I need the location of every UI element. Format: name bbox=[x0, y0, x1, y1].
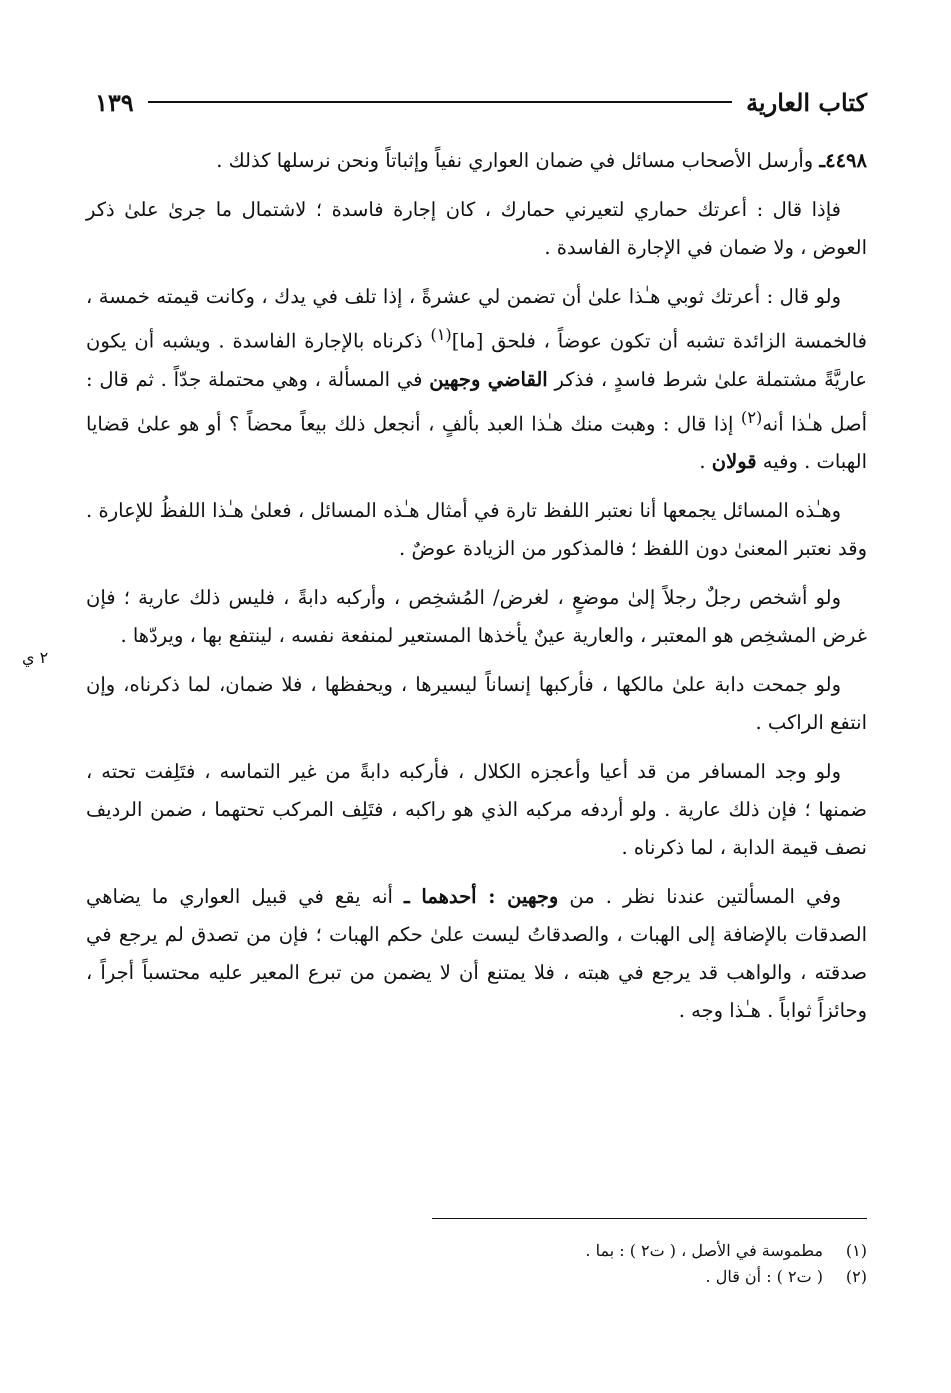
paragraph-8 bbox=[86, 878, 867, 1030]
paragraph-1 bbox=[86, 142, 867, 180]
paragraph-8-part-1: وفي المسألتين عندنا نظر . من bbox=[558, 885, 842, 908]
page-number: ١٣٩ bbox=[95, 87, 134, 117]
paragraph-5: ولو أشخص رجلٌ رجلاً إلىٰ موضعٍ ، لغرض/ المُشخِص ، وأركبه دابةً ، فليس ذلك عارية ؛ فإن غرض المشخِص هو المعتبر ، والعارية عينٌ يأخذها المستعير لمنفعة نفسه ، لينتفع بها ، ويردّها . bbox=[86, 586, 867, 647]
bold-two-opinions: قولان bbox=[711, 450, 757, 473]
running-header bbox=[95, 82, 867, 122]
paragraph-8-part-2: أنه يقع في قبيل العواري ما يضاهي الصدقات بالإضافة إلى الهبات ، والصدقاتُ ليست علىٰ حكم الهبات ؛ فإن من تصدق لم يرجع في صدقته ، والواهب قد يرجع في هبته ، فلا يمتنع أن لا يضمن من تبرع المعير عليه محتسباً أجراً ، وحائزاً ثواباً . هـٰذا وجه . bbox=[86, 885, 867, 1022]
footnote-1-number: (١) bbox=[845, 1241, 867, 1260]
header-rule bbox=[148, 101, 732, 103]
footnote-2 bbox=[200, 1264, 867, 1290]
bold-two-aspects: وجهين : أحدهما ـ bbox=[404, 885, 559, 908]
paragraph-3-part-5: . bbox=[699, 450, 712, 473]
paragraph-3-part-2: ذكرناه بالإجارة الفاسدة . ويشبه أن يكون عاريَّةً مشتملة علىٰ شرط فاسدٍ ، فذكر bbox=[86, 329, 867, 391]
footnotes bbox=[200, 1238, 867, 1290]
paragraph-3-part-1: ولو قال : أعرتك ثوبي هـٰذا علىٰ أن تضمن لي عشرةً ، إذا تلف في يدك ، وكانت قيمته خمسة ، فالخمسة الزائدة تشبه أن تكون عوضاً ، فلحق [ما] bbox=[86, 285, 867, 353]
footnote-1-text: مطموسة في الأصل ، ( ت٢ ) : بما . bbox=[585, 1241, 823, 1260]
footnote-2-number: (٢) bbox=[845, 1267, 867, 1286]
paragraph-2: فإذا قال : أعرتك حماري لتعيرني حمارك ، كان إجارة فاسدة ؛ لاشتمال ما جرىٰ علىٰ ذكر العوض ، ولا ضمان في الإجارة الفاسدة . bbox=[86, 198, 867, 259]
footnote-2-text: ( ت٢ ) : أن قال . bbox=[705, 1267, 823, 1286]
paragraph-6: ولو جمحت دابة علىٰ مالكها ، فأركبها إنساناً ليسيرها ، ويحفظها ، فلا ضمان، لما ذكرناه، وإن انتفع الراكب . bbox=[86, 673, 867, 734]
chapter-title: كتاب العارية bbox=[746, 87, 867, 117]
main-text bbox=[86, 142, 867, 1041]
footnote-ref-1: (١) bbox=[430, 325, 452, 344]
footnote-1 bbox=[200, 1238, 867, 1264]
paragraph-1-text: وأرسل الأصحاب مسائل في ضمان العواري نفياً وإثباتاً ونحن نرسلها كذلك . bbox=[216, 149, 820, 172]
paragraph-3-part-3: في المسألة ، وهي محتملة جدّاً . ثم قال : أصل هـٰذا أنه bbox=[86, 367, 867, 435]
paragraph-3-part-4: إذا قال : وهبت منك هـٰذا العبد بألفٍ ، أنجعل ذلك بيعاً محضاً ؟ أو هو علىٰ قضايا الهبات . وفيه bbox=[86, 412, 867, 473]
footnote-ref-2: (٢) bbox=[740, 407, 763, 427]
paragraph-3 bbox=[86, 278, 867, 481]
issue-number: ٤٤٩٨ـ bbox=[819, 149, 867, 172]
manuscript-margin-note: ٢ ي bbox=[22, 648, 49, 667]
bold-qadi-two-views: القاضي وجهين bbox=[429, 367, 548, 391]
footnote-separator bbox=[432, 1218, 867, 1219]
paragraph-4: وهـٰذه المسائل يجمعها أنا نعتبر اللفظ تارة في أمثال هـٰذه المسائل ، فعلىٰ هـٰذا اللفظُ للإعارة . وقد نعتبر المعنىٰ دون اللفظ ؛ فالمذكور من الزيادة عوضٌ . bbox=[86, 499, 867, 560]
paragraph-7: ولو وجد المسافر من قد أعيا وأعجزه الكلال ، فأركبه دابةً من غير التماسه ، فتَلِفت تحته ، ضمنها ؛ فإن ذلك عارية . ولو أردفه مركبه الذي هو راكبه ، فتَلِف المركب تحتهما ، ضمن الرديف نصف قيمة الدابة ، لما ذكرناه . bbox=[86, 760, 867, 859]
